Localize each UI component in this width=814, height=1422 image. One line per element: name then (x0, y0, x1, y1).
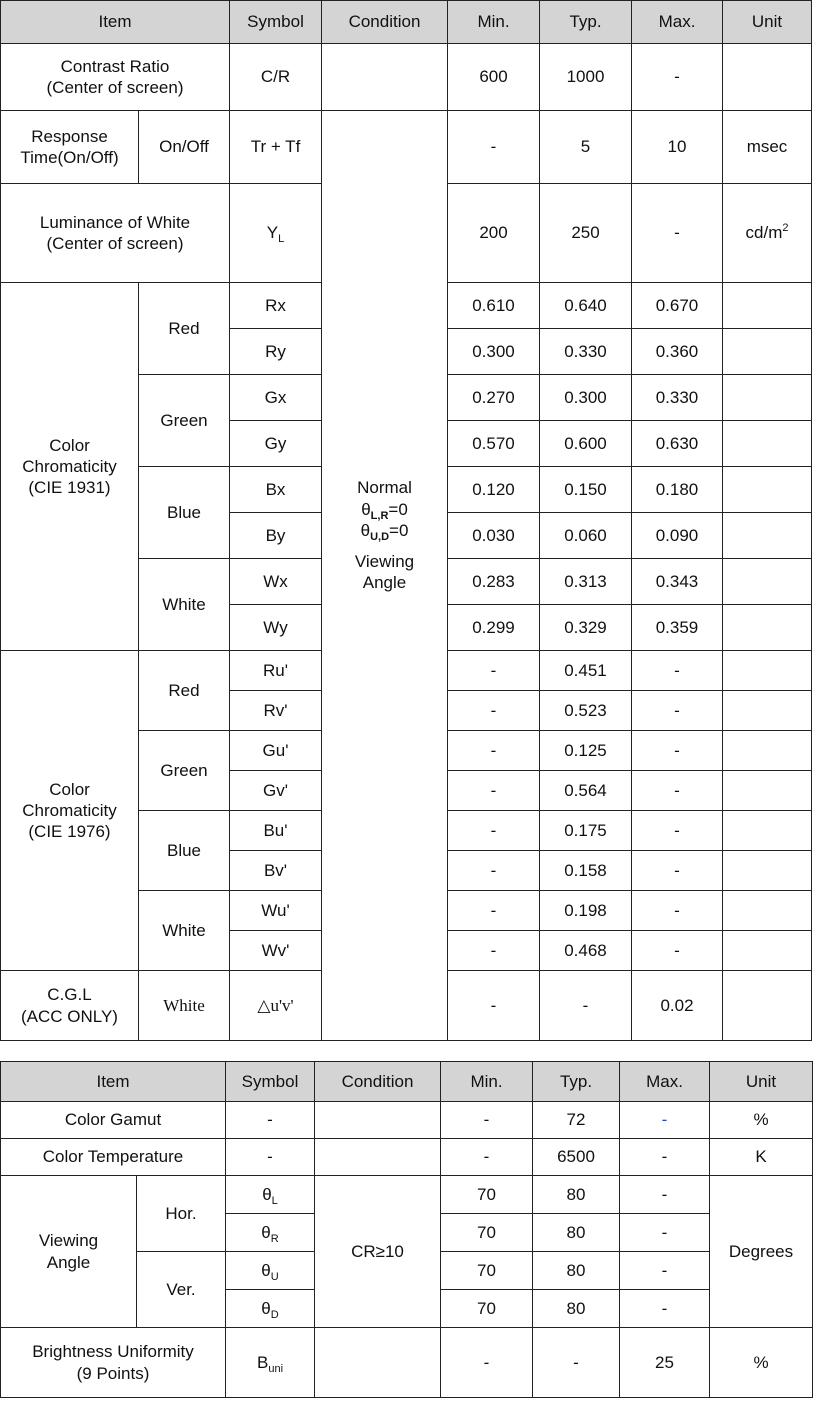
luminance-symbol: $Y_L$ (230, 184, 322, 283)
luminance-unit: $cd/m^2$ (723, 184, 812, 283)
response-min: - (448, 111, 540, 184)
cell-max: - (632, 651, 723, 691)
temp-min: - (441, 1139, 533, 1176)
header-max: Max. (620, 1062, 710, 1102)
cie1931-blue: Blue (139, 467, 230, 559)
cell-max: - (632, 691, 723, 731)
contrast-row (1, 44, 812, 111)
cell-max: 0.330 (632, 375, 723, 421)
cell-max: 0.343 (632, 559, 723, 605)
cell-max: 0.670 (632, 283, 723, 329)
cie1931-red: Red (139, 283, 230, 375)
cell-typ: 0.300 (540, 375, 632, 421)
cell-max: - (632, 731, 723, 771)
cell-max: - (632, 891, 723, 931)
cell-symbol: By (230, 513, 322, 559)
cell-typ: 0.313 (540, 559, 632, 605)
temp-symbol: - (226, 1139, 315, 1176)
cell-typ: 0.198 (540, 891, 632, 931)
cell-unit (723, 605, 812, 651)
cell-symbol: Rx (230, 283, 322, 329)
cell-typ: 0.329 (540, 605, 632, 651)
uniformity-typ: - (533, 1328, 620, 1398)
cell-min: - (448, 691, 540, 731)
header-min: Min. (441, 1062, 533, 1102)
cell-min: 70 (441, 1252, 533, 1290)
cell-typ: 0.523 (540, 691, 632, 731)
cell-max: - (632, 931, 723, 971)
header-item: Item (1, 1062, 226, 1102)
cell-unit (723, 467, 812, 513)
uniformity-unit: % (710, 1328, 813, 1398)
luminance-typ: 250 (540, 184, 632, 283)
cell-symbol: Gv' (230, 771, 322, 811)
cell-max: - (620, 1252, 710, 1290)
cell-min: 0.610 (448, 283, 540, 329)
viewing-symbol-d: $\theta_D$ (226, 1290, 315, 1328)
gamut-typ: 72 (533, 1102, 620, 1139)
cie1976-red: Red (139, 651, 230, 731)
cell-symbol: Bx (230, 467, 322, 513)
cell-symbol: Bv' (230, 851, 322, 891)
response-item: Response Time(On/Off) (1, 111, 139, 184)
cell-max: - (632, 851, 723, 891)
cell-unit (723, 891, 812, 931)
contrast-unit (723, 44, 812, 111)
header-row (1, 1, 812, 44)
uniformity-condition (315, 1328, 441, 1398)
viewing-symbol-r: $\theta_R$ (226, 1214, 315, 1252)
viewing-item: Viewing Angle (1, 1176, 137, 1328)
luminance-max: - (632, 184, 723, 283)
cell-min: - (448, 651, 540, 691)
gamut-viewing-table (0, 1061, 813, 1398)
contrast-item: Contrast Ratio (Center of screen) (1, 44, 230, 111)
header-item: Item (1, 1, 230, 44)
cie1931-label: Color Chromaticity (CIE 1931) (1, 283, 139, 651)
header-typ: Typ. (533, 1062, 620, 1102)
cell-min: - (448, 851, 540, 891)
cell-max: 0.360 (632, 329, 723, 375)
condition-viewing: Viewing (354, 552, 415, 572)
cell-min: 0.030 (448, 513, 540, 559)
cell-min: 70 (441, 1214, 533, 1252)
cell-symbol: Wy (230, 605, 322, 651)
contrast-max: - (632, 44, 723, 111)
cell-max: - (620, 1214, 710, 1252)
cell-unit (723, 283, 812, 329)
luminance-min: 200 (448, 184, 540, 283)
gamut-unit: % (710, 1102, 813, 1139)
viewing-symbol-u: $\theta_U$ (226, 1252, 315, 1290)
cell-min: 0.283 (448, 559, 540, 605)
cell-min: 0.299 (448, 605, 540, 651)
cell-unit (723, 421, 812, 467)
gamut-condition (315, 1102, 441, 1139)
response-subitem: On/Off (139, 111, 230, 184)
cell-min: 0.300 (448, 329, 540, 375)
cell-typ: 0.060 (540, 513, 632, 559)
cell-max: 0.090 (632, 513, 723, 559)
cell-min: - (448, 891, 540, 931)
viewing-symbol-l: $\theta_L$ (226, 1176, 315, 1214)
cie1976-green: Green (139, 731, 230, 811)
cell-symbol: Bu' (230, 811, 322, 851)
cell-max: - (632, 811, 723, 851)
header-condition: Condition (315, 1062, 441, 1102)
cie1931-green: Green (139, 375, 230, 467)
cell-unit (723, 329, 812, 375)
cgl-max: 0.02 (632, 971, 723, 1041)
cell-min: 0.270 (448, 375, 540, 421)
viewing-condition (322, 111, 448, 1041)
cell-typ: 0.451 (540, 651, 632, 691)
uniformity-row (1, 1328, 813, 1398)
cell-unit (723, 811, 812, 851)
temp-condition (315, 1139, 441, 1176)
header-max: Max. (632, 1, 723, 44)
temp-unit: K (710, 1139, 813, 1176)
cell-typ: 0.600 (540, 421, 632, 467)
header-symbol: Symbol (226, 1062, 315, 1102)
condition-normal: Normal (357, 478, 412, 498)
cell-typ: 0.640 (540, 283, 632, 329)
viewing-unit: Degrees (710, 1176, 813, 1328)
luminance-item: Luminance of White (Center of screen) (1, 184, 230, 283)
gamut-symbol: - (226, 1102, 315, 1139)
cgl-symbol: △u'v' (230, 971, 322, 1041)
cell-min: - (448, 771, 540, 811)
response-typ: 5 (540, 111, 632, 184)
cell-unit (723, 731, 812, 771)
gamut-max: - (620, 1102, 710, 1139)
cell-symbol: Wu' (230, 891, 322, 931)
temp-item: Color Temperature (1, 1139, 226, 1176)
temp-row (1, 1139, 813, 1176)
cell-max: 0.630 (632, 421, 723, 467)
cie1931-white: White (139, 559, 230, 651)
cell-max: - (620, 1176, 710, 1214)
viewing-hor: Hor. (137, 1176, 226, 1252)
cell-unit (723, 375, 812, 421)
cgl-typ: - (540, 971, 632, 1041)
header-condition: Condition (322, 1, 448, 44)
cell-unit (723, 651, 812, 691)
cell-typ: 80 (533, 1252, 620, 1290)
header-unit: Unit (723, 1, 812, 44)
viewing-condition-cr: CR≥10 (315, 1176, 441, 1328)
uniformity-min: - (441, 1328, 533, 1398)
cell-unit (723, 771, 812, 811)
contrast-symbol: C/R (230, 44, 322, 111)
temp-typ: 6500 (533, 1139, 620, 1176)
header-symbol: Symbol (230, 1, 322, 44)
cell-unit (723, 931, 812, 971)
cell-max: - (620, 1290, 710, 1328)
uniformity-max: 25 (620, 1328, 710, 1398)
cgl-min: - (448, 971, 540, 1041)
temp-max: - (620, 1139, 710, 1176)
cell-unit (723, 691, 812, 731)
cie1976-label: Color Chromaticity (CIE 1976) (1, 651, 139, 971)
cgl-item: C.G.L (ACC ONLY) (1, 971, 139, 1041)
response-unit: msec (723, 111, 812, 184)
cell-typ: 80 (533, 1176, 620, 1214)
cell-symbol: Wv' (230, 931, 322, 971)
uniformity-symbol: $B_{uni}$ (226, 1328, 315, 1398)
header-row (1, 1062, 813, 1102)
cell-min: - (448, 731, 540, 771)
cell-max: - (632, 771, 723, 811)
cell-min: 70 (441, 1290, 533, 1328)
contrast-condition (322, 44, 448, 111)
cell-symbol: Gx (230, 375, 322, 421)
cell-symbol: Wx (230, 559, 322, 605)
cell-typ: 0.175 (540, 811, 632, 851)
cell-symbol: Gu' (230, 731, 322, 771)
uniformity-item: Brightness Uniformity (9 Points) (1, 1328, 226, 1398)
cell-min: 0.120 (448, 467, 540, 513)
cell-min: - (448, 931, 540, 971)
cell-max: 0.359 (632, 605, 723, 651)
viewing-ver: Ver. (137, 1252, 226, 1328)
cell-typ: 0.468 (540, 931, 632, 971)
response-max: 10 (632, 111, 723, 184)
header-min: Min. (448, 1, 540, 44)
cell-unit (723, 851, 812, 891)
condition-theta-ud: $\theta_{U,D}=0$ (360, 520, 409, 543)
cgl-subitem: White (139, 971, 230, 1041)
condition-angle: Angle (362, 573, 407, 593)
cgl-unit (723, 971, 812, 1041)
gamut-item: Color Gamut (1, 1102, 226, 1139)
cell-typ: 0.125 (540, 731, 632, 771)
cell-symbol: Rv' (230, 691, 322, 731)
condition-theta-lr: $\theta_{L,R}=0$ (361, 499, 408, 522)
cell-unit (723, 559, 812, 605)
cie1976-white: White (139, 891, 230, 971)
cell-symbol: Ru' (230, 651, 322, 691)
cell-typ: 0.158 (540, 851, 632, 891)
cell-typ: 0.150 (540, 467, 632, 513)
cell-min: - (448, 811, 540, 851)
header-unit: Unit (710, 1062, 813, 1102)
cell-symbol: Gy (230, 421, 322, 467)
cie1976-blue: Blue (139, 811, 230, 891)
cell-typ: 80 (533, 1290, 620, 1328)
cell-min: 70 (441, 1176, 533, 1214)
contrast-min: 600 (448, 44, 540, 111)
cell-symbol: Ry (230, 329, 322, 375)
cell-max: 0.180 (632, 467, 723, 513)
cell-min: 0.570 (448, 421, 540, 467)
gamut-min: - (441, 1102, 533, 1139)
header-typ: Typ. (540, 1, 632, 44)
response-symbol: Tr + Tf (230, 111, 322, 184)
table-row (1, 1176, 813, 1214)
cell-typ: 0.330 (540, 329, 632, 375)
cell-typ: 80 (533, 1214, 620, 1252)
response-row (1, 111, 812, 184)
contrast-typ: 1000 (540, 44, 632, 111)
gamut-row (1, 1102, 813, 1139)
cell-unit (723, 513, 812, 559)
cell-typ: 0.564 (540, 771, 632, 811)
